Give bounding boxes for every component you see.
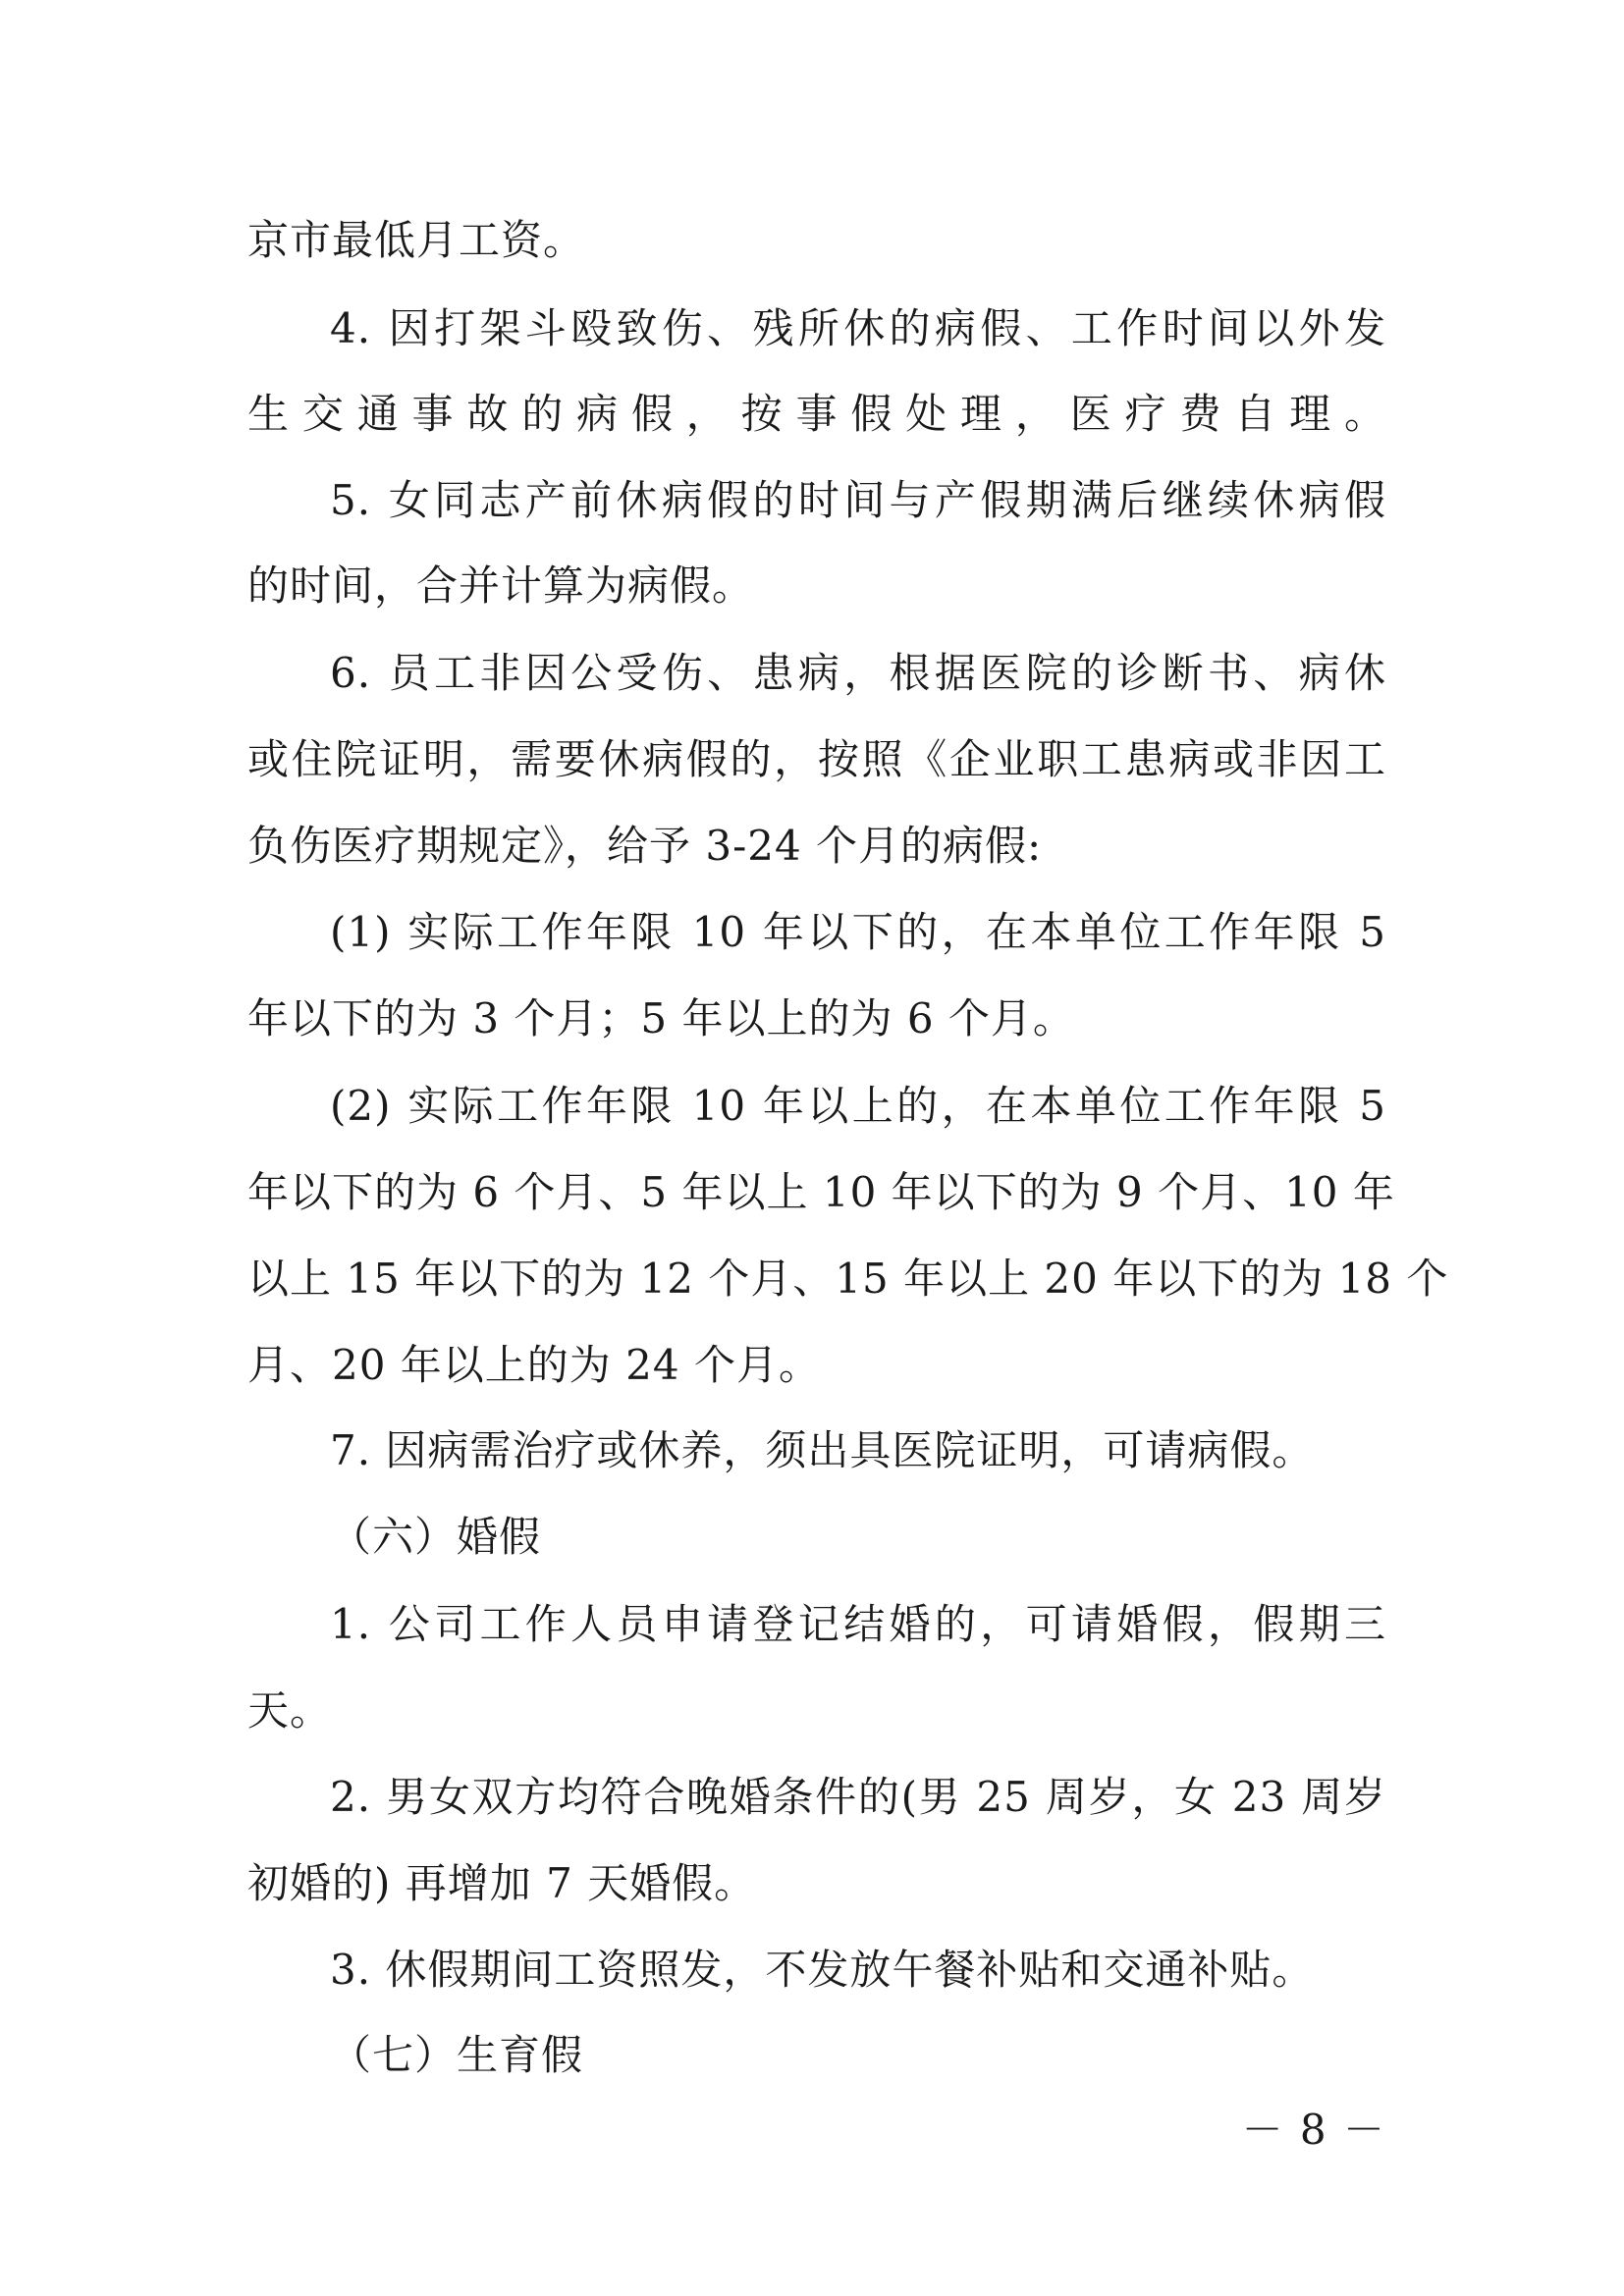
text-line-11: (2) 实际工作年限 10 年以上的，在本单位工作年限 5 [330,1082,1386,1130]
page-number: － 8 － [1241,2106,1386,2154]
text-line-15: 7. 因病需治疗或休养，须出具医院证明，可请病假。 [330,1426,1315,1474]
text-line-5: 的时间，合并计算为病假。 [247,561,755,610]
text-line-20: 初婚的) 再增加 7 天婚假。 [247,1859,757,1907]
section-heading-marriage-leave: （六）婚假 [330,1513,542,1561]
text-line-18: 天。 [247,1686,333,1735]
text-line-17: 1. 公司工作人员申请登记结婚的，可请婚假，假期三 [330,1600,1386,1648]
text-line-4: 5. 女同志产前休病假的时间与产假期满后继续休病假 [330,476,1386,524]
text-line-13: 以上 15 年以下的为 12 个月、15 年以上 20 年以下的为 18 个 [247,1255,1449,1303]
text-line-12: 年以下的为 6 个月、5 年以上 10 年以下的为 9 个月、10 年 [247,1168,1395,1216]
text-line-3: 生交通事故的病假，按事假处理，医疗费自理。 [247,390,1386,438]
text-line-8: 负伤医疗期规定》，给予 3-24 个月的病假: [247,822,1043,870]
text-line-1: 京市最低月工资。 [247,216,586,264]
text-line-2: 4. 因打架斗殴致伤、残所休的病假、工作时间以外发 [330,304,1386,352]
text-line-21: 3. 休假期间工资照发，不发放午餐补贴和交通补贴。 [330,1946,1315,1994]
text-line-9: (1) 实际工作年限 10 年以下的，在本单位工作年限 5 [330,908,1386,956]
section-heading-maternity-leave: （七）生育假 [330,2031,584,2079]
text-line-6: 6. 员工非因公受伤、患病，根据医院的诊断书、病休 [330,649,1386,697]
text-line-19: 2. 男女双方均符合晚婚条件的(男 25 周岁，女 23 周岁 [330,1773,1386,1821]
text-line-14: 月、20 年以上的为 24 个月。 [247,1341,821,1389]
text-line-10: 年以下的为 3 个月；5 年以上的为 6 个月。 [247,994,1075,1042]
text-line-7: 或住院证明，需要休病假的，按照《企业职工患病或非因工 [247,735,1386,783]
